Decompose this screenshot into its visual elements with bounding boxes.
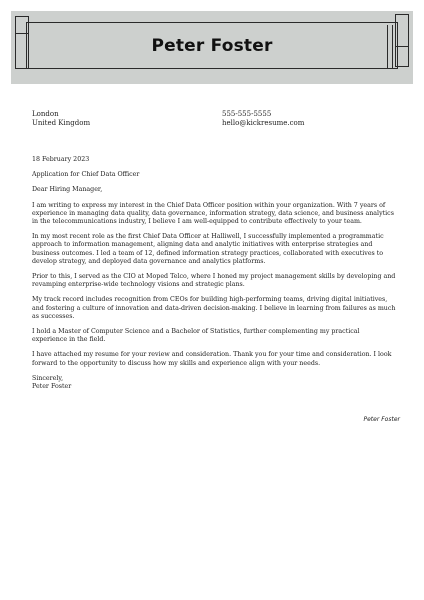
- letter-subject: Application for Chief Data Officer: [32, 171, 140, 179]
- letter-paragraph: I am writing to express my interest in the Chief Data Officer position within your organization. With 7 years of experience in managing data quality, data governance, information strategy, data science, and business analytics in the telecommunications industry, I believe I am well-equipped to contribute effectively to your team.: [32, 201, 394, 226]
- letter-salutation: Dear Hiring Manager,: [32, 186, 103, 194]
- contact-country: United Kingdom: [32, 119, 91, 127]
- contact-location: [32, 110, 90, 128]
- contact-email: hello@kickresume.com: [222, 119, 305, 127]
- letter-date: 18 February 2023: [32, 156, 90, 163]
- letter-paragraph: In my most recent role as the first Chief Data Officer at Halliwell, I successfully implemented a programmatic approach to information management, aligning data and analytic initiatives with enterprise strategies and business outcomes. I led a team of 12, defined information strategy practices, collaborated with executives to develop strategy, and deployed data governance and analytics platforms.: [32, 233, 384, 265]
- letter-body: [32, 156, 396, 391]
- letter-paragraph: I have attached my resume for your review and consideration. Thank you for your time and consideration. I look forward to the opportunity to discuss how my skills and experience align with your needs.: [32, 351, 392, 367]
- contact-city: London: [32, 110, 59, 118]
- letter-paragraph: My track record includes recognition from CEOs for building high-performing teams, driving digital initiatives, and fostering a culture of innovation and data-driven decision-making. I believe in learning from failures as much as successes.: [32, 296, 396, 320]
- applicant-name: Peter Foster: [151, 36, 273, 56]
- letter-closing-name: Peter Foster: [32, 383, 72, 391]
- contact-phone: 555-555-5555: [222, 110, 272, 118]
- letter-paragraph: Prior to this, I served as the CIO at Moped Telco, where I honed my project management skills by developing and revamping enterprise-wide technology visions and strategic plans.: [32, 273, 396, 289]
- letter-closing: Sincerely,: [32, 374, 64, 382]
- letter-paragraph: I hold a Master of Computer Science and a Bachelor of Statistics, further complementing my practical experience in the field.: [32, 328, 360, 344]
- signature: Peter Foster: [363, 416, 400, 423]
- header-banner: [11, 11, 413, 84]
- contact-details: [222, 110, 304, 128]
